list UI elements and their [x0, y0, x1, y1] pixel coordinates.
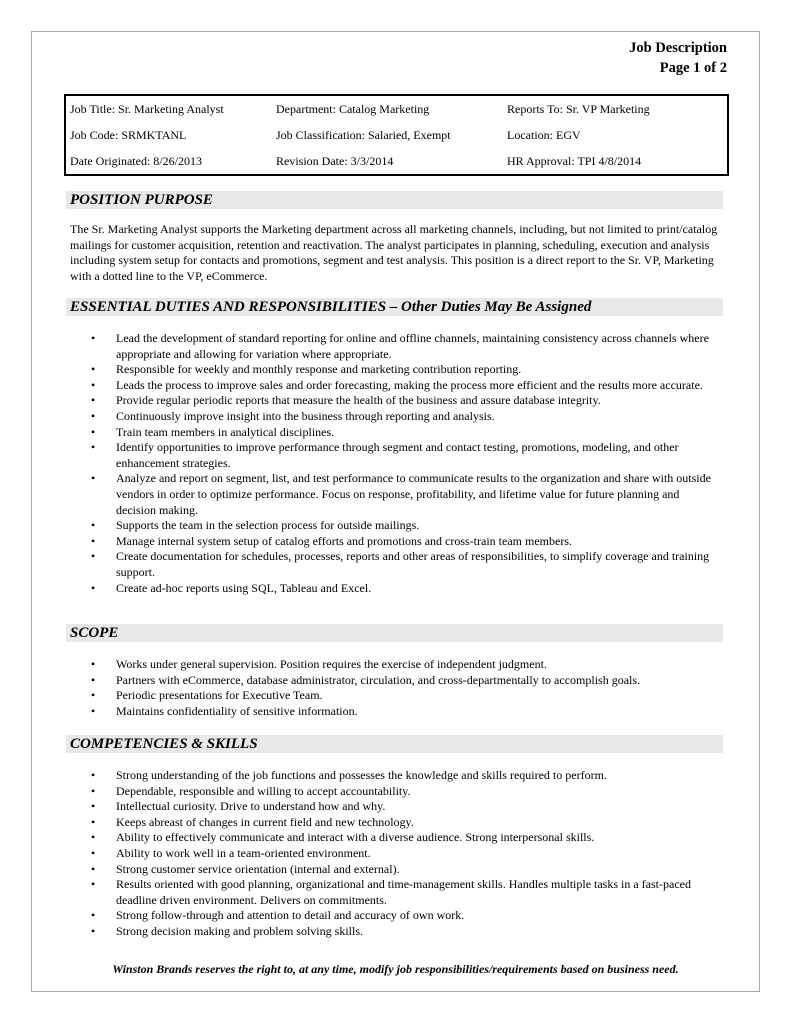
bullet-icon: •: [91, 814, 96, 829]
list-item: [70, 657, 722, 673]
list-item-text: Create documentation for schedules, processes, reports and other areas of responsibilities, to simplify coverage and training support.: [116, 549, 710, 579]
list-item-text: Strong follow-through and attention to detail and accuracy of own work.: [116, 908, 465, 923]
bullet-icon: •: [91, 549, 96, 564]
list-item-text: Dependable, responsible and willing to accept accountability.: [116, 783, 411, 798]
bullet-icon: •: [91, 830, 96, 845]
list-item-text: Keeps abreast of changes in current field and new technology.: [116, 814, 414, 829]
bullet-icon: •: [91, 331, 96, 345]
bullet-icon: •: [91, 424, 96, 439]
bullet-icon: •: [91, 393, 96, 408]
hr-approval: HR Approval: TPI 4/8/2014: [507, 153, 642, 168]
list-item-text: Create ad-hoc reports using SQL, Tableau and Excel.: [116, 580, 372, 595]
list-item: [70, 534, 722, 550]
info-row: [65, 122, 728, 148]
bullet-icon: •: [91, 440, 96, 455]
bullet-icon: •: [91, 861, 96, 876]
list-item-text: Leads the process to improve sales and order forecasting, making the process more efficient and the results more accurate.: [116, 377, 703, 392]
bullet-icon: •: [91, 799, 96, 814]
list-item: [70, 409, 722, 425]
reports-to: Reports To: Sr. VP Marketing: [507, 101, 650, 116]
job-info-table: [64, 94, 729, 176]
list-item: [70, 799, 722, 815]
location: Location: EGV: [507, 127, 581, 142]
list-item-text: Ability to effectively communicate and interact with a diverse audience. Strong interpersonal skills.: [116, 830, 595, 845]
department: Department: Catalog Marketing: [276, 101, 430, 116]
bullet-icon: •: [91, 703, 96, 718]
list-item-text: Supports the team in the selection process for outside mailings.: [116, 518, 420, 533]
list-item: [70, 393, 722, 409]
job-code: Job Code: SRMKTANL: [70, 127, 187, 142]
list-item: [70, 908, 722, 924]
bullet-icon: •: [91, 783, 96, 798]
list-item-text: Strong customer service orientation (internal and external).: [116, 861, 400, 876]
list-item-text: Maintains confidentiality of sensitive information.: [116, 703, 358, 718]
list-item-text: Intellectual curiosity. Drive to understand how and why.: [116, 799, 386, 814]
bullet-icon: •: [91, 580, 96, 595]
list-item-text: Ability to work well in a team-oriented environment.: [116, 845, 371, 860]
bullet-icon: •: [91, 845, 96, 860]
list-item: [70, 673, 722, 689]
list-item-text: Manage internal system setup of catalog efforts and promotions and cross-train team members.: [116, 533, 572, 548]
list-item: [70, 471, 722, 518]
bullet-icon: •: [91, 377, 96, 392]
bullet-icon: •: [91, 908, 96, 923]
list-item-text: Strong understanding of the job functions and possesses the knowledge and skills required to perform.: [116, 768, 607, 782]
list-item: [70, 518, 722, 534]
page-number: Page 1 of 2: [659, 60, 727, 76]
scope-list: [70, 657, 722, 719]
scope-heading: SCOPE: [70, 625, 119, 641]
bullet-icon: •: [91, 408, 96, 423]
bullet-icon: •: [91, 688, 96, 703]
list-item-text: Analyze and report on segment, list, and test performance to communicate results to the organization and share with outside vendors in order to optimize performance. Focus on response, profitability, and lifetime value for future planning and decision making.: [116, 471, 711, 517]
competencies-list: [70, 768, 722, 940]
list-item: [70, 924, 722, 940]
document-title: Job Description: [629, 40, 727, 56]
position-purpose-text: The Sr. Marketing Analyst supports the Marketing department across all marketing channels, including, but not limited to print/catalog mailings for customer acquisition, retention and reactivation. The analyst participates in planning, scheduling, execution and analysis including system setup for contacts and promotions, segment and test analysis. This position is a direct report to the Sr. VP, Marketing with a dotted line to the VP, eCommerce.: [70, 222, 718, 283]
info-row: [65, 95, 728, 122]
list-item: [70, 331, 722, 362]
position-purpose-heading: POSITION PURPOSE: [70, 192, 213, 208]
list-item: [70, 688, 722, 704]
list-item-text: Train team members in analytical disciplines.: [116, 424, 335, 439]
list-item: [70, 815, 722, 831]
list-item-text: Strong decision making and problem solving skills.: [116, 923, 363, 938]
list-item: [70, 830, 722, 846]
bullet-icon: •: [91, 768, 96, 782]
list-item: [70, 440, 722, 471]
date-originated: Date Originated: 8/26/2013: [70, 153, 202, 168]
list-item-text: Partners with eCommerce, database administrator, circulation, and cross-departmentally to accomplish goals.: [116, 672, 641, 687]
revision-date: Revision Date: 3/3/2014: [276, 153, 394, 168]
info-row: [65, 148, 728, 175]
bullet-icon: •: [91, 877, 96, 892]
list-item: [70, 581, 722, 597]
bullet-icon: •: [91, 471, 96, 486]
list-item-text: Identify opportunities to improve performance through segment and contact testing, promotions, modeling, and other enhancement strategies.: [116, 440, 679, 470]
bullet-icon: •: [91, 533, 96, 548]
bullet-icon: •: [91, 672, 96, 687]
list-item-text: Periodic presentations for Executive Team.: [116, 688, 323, 703]
list-item: [70, 378, 722, 394]
competencies-heading: COMPETENCIES & SKILLS: [70, 736, 258, 752]
bullet-icon: •: [91, 657, 96, 671]
list-item: [70, 862, 722, 878]
list-item: [70, 425, 722, 441]
list-item-text: Provide regular periodic reports that measure the health of the business and assure database integrity.: [116, 393, 601, 408]
bullet-icon: •: [91, 518, 96, 533]
list-item: [70, 877, 722, 908]
footer-disclaimer: Winston Brands reserves the right to, at any time, modify job responsibilities/requirements based on business need.: [112, 962, 679, 976]
job-title: Job Title: Sr. Marketing Analyst: [70, 101, 224, 116]
job-classification: Job Classification: Salaried, Exempt: [276, 127, 451, 142]
document-header: [629, 38, 727, 78]
list-item-text: Works under general supervision. Position requires the exercise of independent judgment.: [116, 657, 547, 671]
bullet-icon: •: [91, 362, 96, 377]
list-item-text: Results oriented with good planning, organizational and time-management skills. Handles multiple tasks in a fast-paced deadline driven environment. Delivers on commitments.: [116, 877, 691, 907]
duties-list: [70, 331, 722, 596]
list-item-text: Continuously improve insight into the business through reporting and analysis.: [116, 408, 495, 423]
list-item-text: Lead the development of standard reporting for online and offline channels, maintaining consistency across channels where appropriate and allowing for variation where appropriate.: [116, 331, 709, 361]
list-item: [70, 704, 722, 720]
list-item: [70, 768, 722, 784]
list-item: [70, 846, 722, 862]
duties-heading: ESSENTIAL DUTIES AND RESPONSIBILITIES – Other Duties May Be Assigned: [70, 299, 592, 315]
list-item-text: Responsible for weekly and monthly response and marketing contribution reporting.: [116, 362, 522, 377]
list-item: [70, 362, 722, 378]
list-item: [70, 784, 722, 800]
list-item: [70, 549, 722, 580]
section-bar: [66, 624, 723, 642]
bullet-icon: •: [91, 923, 96, 938]
